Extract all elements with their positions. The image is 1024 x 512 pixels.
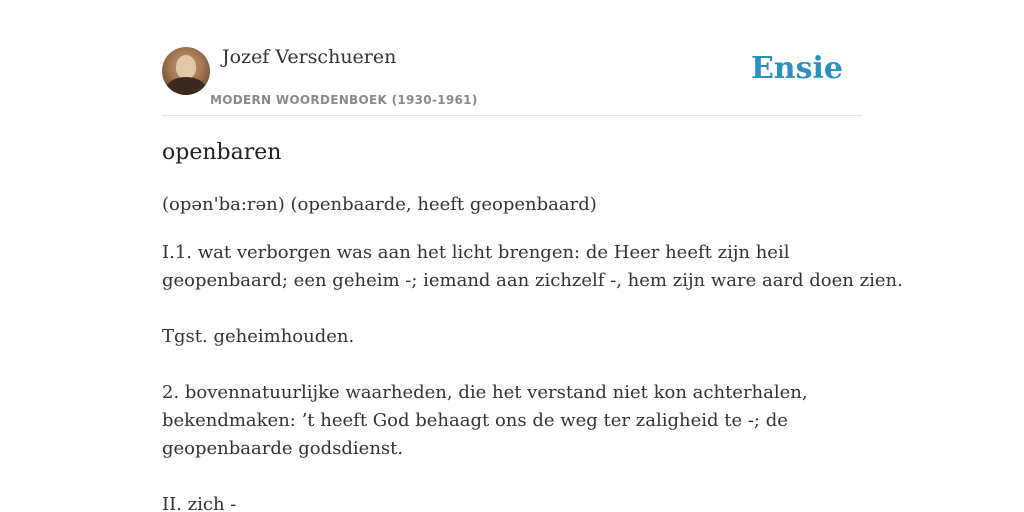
author-name[interactable]: Jozef Verschueren: [222, 46, 397, 68]
definition-line: I.1. wat verborgen was aan het licht brengen: de Heer heeft zijn heil: [162, 242, 790, 263]
definition-line: 2. bovennatuurlijke waarheden, die het verstand niet kon achterhalen,: [162, 382, 808, 403]
author-avatar[interactable]: [162, 47, 210, 95]
definition-line: bekendmaken: ’t heeft God behaagt ons de weg ter zaligheid te -; de: [162, 410, 788, 431]
definition-line: geopenbaard; een geheim -; iemand aan zichzelf -, hem zijn ware aard doen zien.: [162, 270, 903, 291]
definition-line: geopenbaarde godsdienst.: [162, 438, 404, 459]
definition-line: Tgst. geheimhouden.: [162, 326, 355, 347]
ensie-logo[interactable]: Ensie: [750, 51, 843, 86]
avatar-face: [176, 55, 196, 79]
definition-line: II. zich -: [162, 494, 237, 512]
source-label[interactable]: MODERN WOORDENBOEK (1930-1961): [210, 93, 478, 107]
entry-page: [162, 0, 903, 512]
avatar-coat: [166, 77, 206, 95]
entry-header: [162, 0, 862, 116]
entry-term: openbaren: [162, 140, 282, 165]
entry-pronunciation: (opən'ba:rən) (openbaarde, heeft geopenbaard): [162, 194, 597, 215]
